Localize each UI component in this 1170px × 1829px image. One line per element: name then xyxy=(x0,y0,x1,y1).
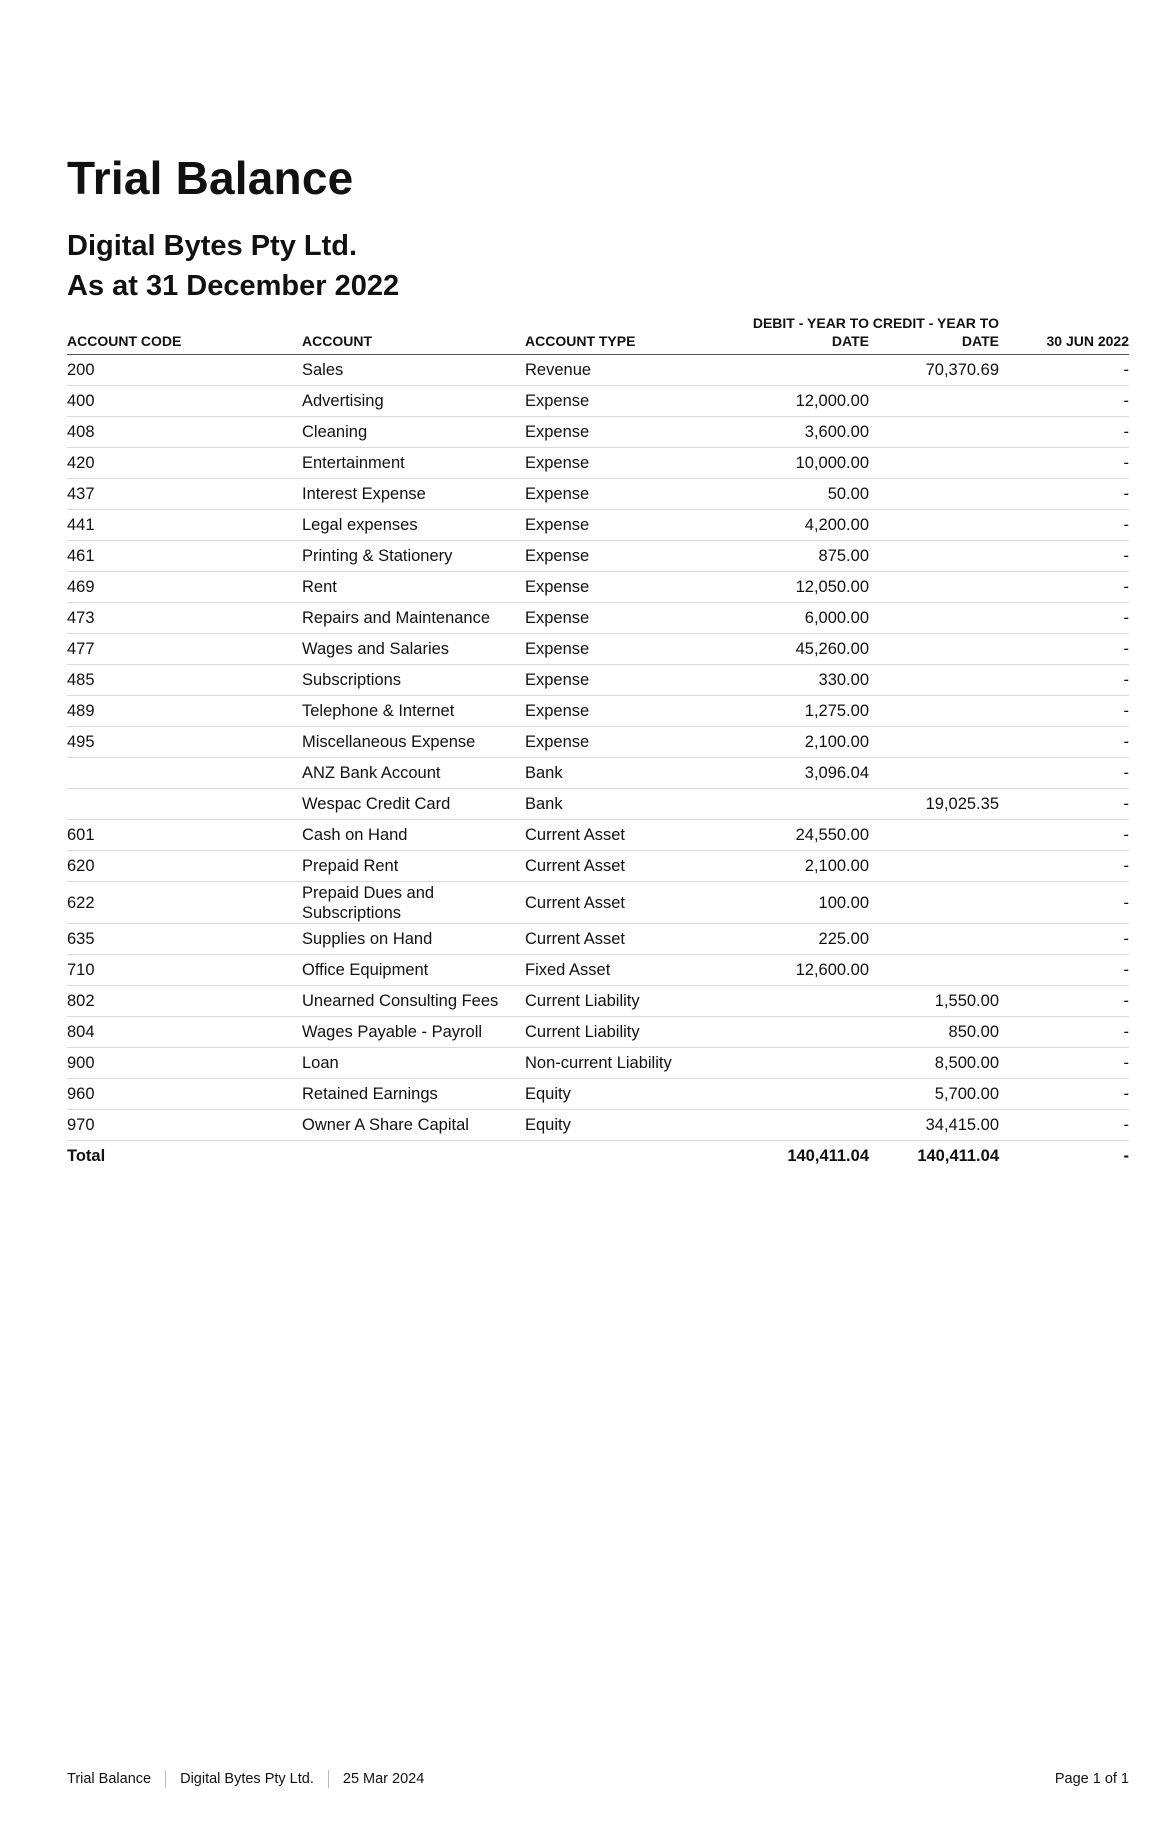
cell-account-type: Current Asset xyxy=(525,820,749,851)
cell-account: Subscriptions xyxy=(302,665,525,696)
cell-jun-2022: - xyxy=(999,665,1129,696)
cell-debit: 12,050.00 xyxy=(749,572,869,603)
cell-account: Unearned Consulting Fees xyxy=(302,986,525,1017)
table-row xyxy=(67,789,1129,820)
cell-account-code: 960 xyxy=(67,1079,302,1110)
cell-credit: 70,370.69 xyxy=(869,355,999,386)
cell-account-code: 200 xyxy=(67,355,302,386)
cell-account-code: 622 xyxy=(67,882,302,924)
cell-debit: 330.00 xyxy=(749,665,869,696)
cell-debit: 2,100.00 xyxy=(749,851,869,882)
cell-account-type: Expense xyxy=(525,541,749,572)
table-row xyxy=(67,986,1129,1017)
cell-credit xyxy=(869,924,999,955)
cell-account: Entertainment xyxy=(302,448,525,479)
table-body xyxy=(67,355,1129,1141)
cell-jun-2022: - xyxy=(999,986,1129,1017)
cell-account-type: Expense xyxy=(525,448,749,479)
cell-debit: 225.00 xyxy=(749,924,869,955)
header-jun-2022: 30 JUN 2022 xyxy=(999,314,1129,355)
cell-jun-2022: - xyxy=(999,789,1129,820)
cell-credit xyxy=(869,510,999,541)
table-row xyxy=(67,479,1129,510)
cell-jun-2022: - xyxy=(999,727,1129,758)
header-account-code: ACCOUNT CODE xyxy=(67,314,302,355)
cell-credit xyxy=(869,572,999,603)
cell-account: Office Equipment xyxy=(302,955,525,986)
cell-jun-2022: - xyxy=(999,1048,1129,1079)
cell-account-type: Expense xyxy=(525,727,749,758)
cell-credit xyxy=(869,696,999,727)
table-row xyxy=(67,355,1129,386)
table-row xyxy=(67,1048,1129,1079)
table-header-row xyxy=(67,314,1129,355)
cell-debit xyxy=(749,789,869,820)
cell-account: Legal expenses xyxy=(302,510,525,541)
cell-account-code: 477 xyxy=(67,634,302,665)
cell-account-type: Current Asset xyxy=(525,851,749,882)
cell-account: Cash on Hand xyxy=(302,820,525,851)
cell-credit xyxy=(869,448,999,479)
total-debit: 140,411.04 xyxy=(787,1147,869,1165)
cell-account-type: Current Asset xyxy=(525,882,749,924)
cell-debit xyxy=(749,1048,869,1079)
header-debit: DEBIT - YEAR TO DATE xyxy=(749,314,869,355)
cell-jun-2022: - xyxy=(999,820,1129,851)
cell-jun-2022: - xyxy=(999,955,1129,986)
report-title: Trial Balance xyxy=(67,152,354,204)
cell-account-type: Fixed Asset xyxy=(525,955,749,986)
cell-account-code: 420 xyxy=(67,448,302,479)
cell-account-code: 970 xyxy=(67,1110,302,1141)
table-row xyxy=(67,727,1129,758)
total-empty-type xyxy=(525,1141,749,1172)
table-row xyxy=(67,665,1129,696)
table-row xyxy=(67,510,1129,541)
cell-jun-2022: - xyxy=(999,417,1129,448)
cell-account-code xyxy=(67,789,302,820)
cell-debit: 2,100.00 xyxy=(749,727,869,758)
total-jun-2022: - xyxy=(1123,1147,1129,1165)
cell-jun-2022: - xyxy=(999,696,1129,727)
cell-account-type: Expense xyxy=(525,665,749,696)
cell-credit xyxy=(869,727,999,758)
cell-jun-2022: - xyxy=(999,386,1129,417)
cell-credit xyxy=(869,758,999,789)
cell-account-type: Bank xyxy=(525,758,749,789)
table-row xyxy=(67,758,1129,789)
cell-jun-2022: - xyxy=(999,851,1129,882)
cell-account: Wages Payable - Payroll xyxy=(302,1017,525,1048)
table-row xyxy=(67,448,1129,479)
cell-account-type: Equity xyxy=(525,1079,749,1110)
footer-date: 25 Mar 2024 xyxy=(342,1771,425,1787)
cell-account: Supplies on Hand xyxy=(302,924,525,955)
page-footer xyxy=(67,1768,1129,1790)
cell-account-code: 601 xyxy=(67,820,302,851)
total-label: Total xyxy=(67,1147,106,1165)
cell-jun-2022: - xyxy=(999,541,1129,572)
table-row xyxy=(67,851,1129,882)
cell-account-type: Expense xyxy=(525,572,749,603)
footer-page-number: Page 1 of 1 xyxy=(1054,1771,1129,1787)
cell-debit: 10,000.00 xyxy=(749,448,869,479)
report-page xyxy=(67,150,1129,1171)
cell-debit: 24,550.00 xyxy=(749,820,869,851)
cell-debit: 100.00 xyxy=(749,882,869,924)
cell-account-code: 469 xyxy=(67,572,302,603)
report-date: As at 31 December 2022 xyxy=(67,270,400,302)
table-row xyxy=(67,634,1129,665)
footer-report-name: Trial Balance xyxy=(67,1771,152,1787)
cell-account-code: 441 xyxy=(67,510,302,541)
cell-debit: 45,260.00 xyxy=(749,634,869,665)
cell-account-type: Current Liability xyxy=(525,1017,749,1048)
cell-credit xyxy=(869,541,999,572)
cell-account-code: 461 xyxy=(67,541,302,572)
table-row xyxy=(67,1079,1129,1110)
table-row xyxy=(67,820,1129,851)
cell-jun-2022: - xyxy=(999,572,1129,603)
table-row xyxy=(67,955,1129,986)
cell-credit xyxy=(869,634,999,665)
footer-left xyxy=(67,1768,424,1790)
cell-account: Wages and Salaries xyxy=(302,634,525,665)
cell-account: ANZ Bank Account xyxy=(302,758,525,789)
cell-account-code: 408 xyxy=(67,417,302,448)
cell-account: Retained Earnings xyxy=(302,1079,525,1110)
footer-divider xyxy=(328,1770,329,1788)
cell-credit xyxy=(869,665,999,696)
cell-jun-2022: - xyxy=(999,882,1129,924)
cell-account-type: Non-current Liability xyxy=(525,1048,749,1079)
cell-account-type: Expense xyxy=(525,479,749,510)
cell-jun-2022: - xyxy=(999,924,1129,955)
cell-account: Owner A Share Capital xyxy=(302,1110,525,1141)
cell-account-type: Equity xyxy=(525,1110,749,1141)
cell-account-type: Revenue xyxy=(525,355,749,386)
cell-debit: 50.00 xyxy=(749,479,869,510)
cell-account: Printing & Stationery xyxy=(302,541,525,572)
cell-jun-2022: - xyxy=(999,479,1129,510)
cell-account: Advertising xyxy=(302,386,525,417)
cell-jun-2022: - xyxy=(999,758,1129,789)
cell-debit xyxy=(749,986,869,1017)
cell-jun-2022: - xyxy=(999,634,1129,665)
cell-debit xyxy=(749,1110,869,1141)
cell-debit: 6,000.00 xyxy=(749,603,869,634)
table-row xyxy=(67,572,1129,603)
cell-debit: 875.00 xyxy=(749,541,869,572)
total-row xyxy=(67,1141,1129,1172)
cell-jun-2022: - xyxy=(999,355,1129,386)
cell-debit: 12,600.00 xyxy=(749,955,869,986)
table-row xyxy=(67,386,1129,417)
cell-credit xyxy=(869,820,999,851)
cell-account-type: Current Asset xyxy=(525,924,749,955)
cell-debit: 3,600.00 xyxy=(749,417,869,448)
total-empty-account xyxy=(302,1141,525,1172)
footer-divider xyxy=(165,1770,166,1788)
cell-account-code: 495 xyxy=(67,727,302,758)
footer-company: Digital Bytes Pty Ltd. xyxy=(180,1771,314,1787)
cell-credit: 850.00 xyxy=(869,1017,999,1048)
cell-debit xyxy=(749,1017,869,1048)
header-account: ACCOUNT xyxy=(302,314,525,355)
cell-account-code: 489 xyxy=(67,696,302,727)
cell-account-code: 620 xyxy=(67,851,302,882)
cell-debit: 12,000.00 xyxy=(749,386,869,417)
cell-account-code: 437 xyxy=(67,479,302,510)
cell-account-code: 802 xyxy=(67,986,302,1017)
table-row xyxy=(67,541,1129,572)
cell-jun-2022: - xyxy=(999,603,1129,634)
header-account-type: ACCOUNT TYPE xyxy=(525,314,749,355)
cell-debit: 3,096.04 xyxy=(749,758,869,789)
cell-account: Loan xyxy=(302,1048,525,1079)
cell-account-type: Current Liability xyxy=(525,986,749,1017)
table-row xyxy=(67,696,1129,727)
cell-account: Interest Expense xyxy=(302,479,525,510)
cell-credit xyxy=(869,955,999,986)
cell-credit: 8,500.00 xyxy=(869,1048,999,1079)
cell-credit xyxy=(869,603,999,634)
header-credit: CREDIT - YEAR TO DATE xyxy=(869,314,999,355)
table-row xyxy=(67,882,1129,924)
cell-account-code: 400 xyxy=(67,386,302,417)
cell-jun-2022: - xyxy=(999,1079,1129,1110)
cell-account-code xyxy=(67,758,302,789)
cell-debit: 4,200.00 xyxy=(749,510,869,541)
cell-account-code: 485 xyxy=(67,665,302,696)
cell-account: Cleaning xyxy=(302,417,525,448)
cell-account-type: Expense xyxy=(525,696,749,727)
cell-credit: 19,025.35 xyxy=(869,789,999,820)
cell-debit: 1,275.00 xyxy=(749,696,869,727)
cell-account: Telephone & Internet xyxy=(302,696,525,727)
cell-jun-2022: - xyxy=(999,1017,1129,1048)
cell-account: Repairs and Maintenance xyxy=(302,603,525,634)
cell-jun-2022: - xyxy=(999,448,1129,479)
table-row xyxy=(67,924,1129,955)
company-name: Digital Bytes Pty Ltd. xyxy=(67,230,358,262)
cell-account-code: 473 xyxy=(67,603,302,634)
total-credit: 140,411.04 xyxy=(917,1147,999,1165)
cell-credit xyxy=(869,882,999,924)
cell-credit: 1,550.00 xyxy=(869,986,999,1017)
cell-account: Prepaid Dues and Subscriptions xyxy=(302,882,525,924)
cell-jun-2022: - xyxy=(999,510,1129,541)
cell-account-type: Expense xyxy=(525,634,749,665)
cell-credit xyxy=(869,386,999,417)
table-row xyxy=(67,1110,1129,1141)
cell-account: Miscellaneous Expense xyxy=(302,727,525,758)
cell-jun-2022: - xyxy=(999,1110,1129,1141)
cell-account-code: 710 xyxy=(67,955,302,986)
cell-credit xyxy=(869,417,999,448)
cell-debit xyxy=(749,355,869,386)
cell-account-code: 804 xyxy=(67,1017,302,1048)
cell-account-code: 900 xyxy=(67,1048,302,1079)
trial-balance-table xyxy=(67,314,1129,1171)
cell-credit: 5,700.00 xyxy=(869,1079,999,1110)
cell-account-type: Expense xyxy=(525,510,749,541)
cell-debit xyxy=(749,1079,869,1110)
cell-account-code: 635 xyxy=(67,924,302,955)
cell-account-type: Expense xyxy=(525,417,749,448)
table-row xyxy=(67,417,1129,448)
cell-account: Rent xyxy=(302,572,525,603)
cell-account-type: Bank xyxy=(525,789,749,820)
table-row xyxy=(67,1017,1129,1048)
cell-account: Prepaid Rent xyxy=(302,851,525,882)
cell-account: Wespac Credit Card xyxy=(302,789,525,820)
cell-credit xyxy=(869,851,999,882)
cell-account: Sales xyxy=(302,355,525,386)
cell-credit xyxy=(869,479,999,510)
cell-credit: 34,415.00 xyxy=(869,1110,999,1141)
cell-account-type: Expense xyxy=(525,386,749,417)
table-row xyxy=(67,603,1129,634)
cell-account-type: Expense xyxy=(525,603,749,634)
